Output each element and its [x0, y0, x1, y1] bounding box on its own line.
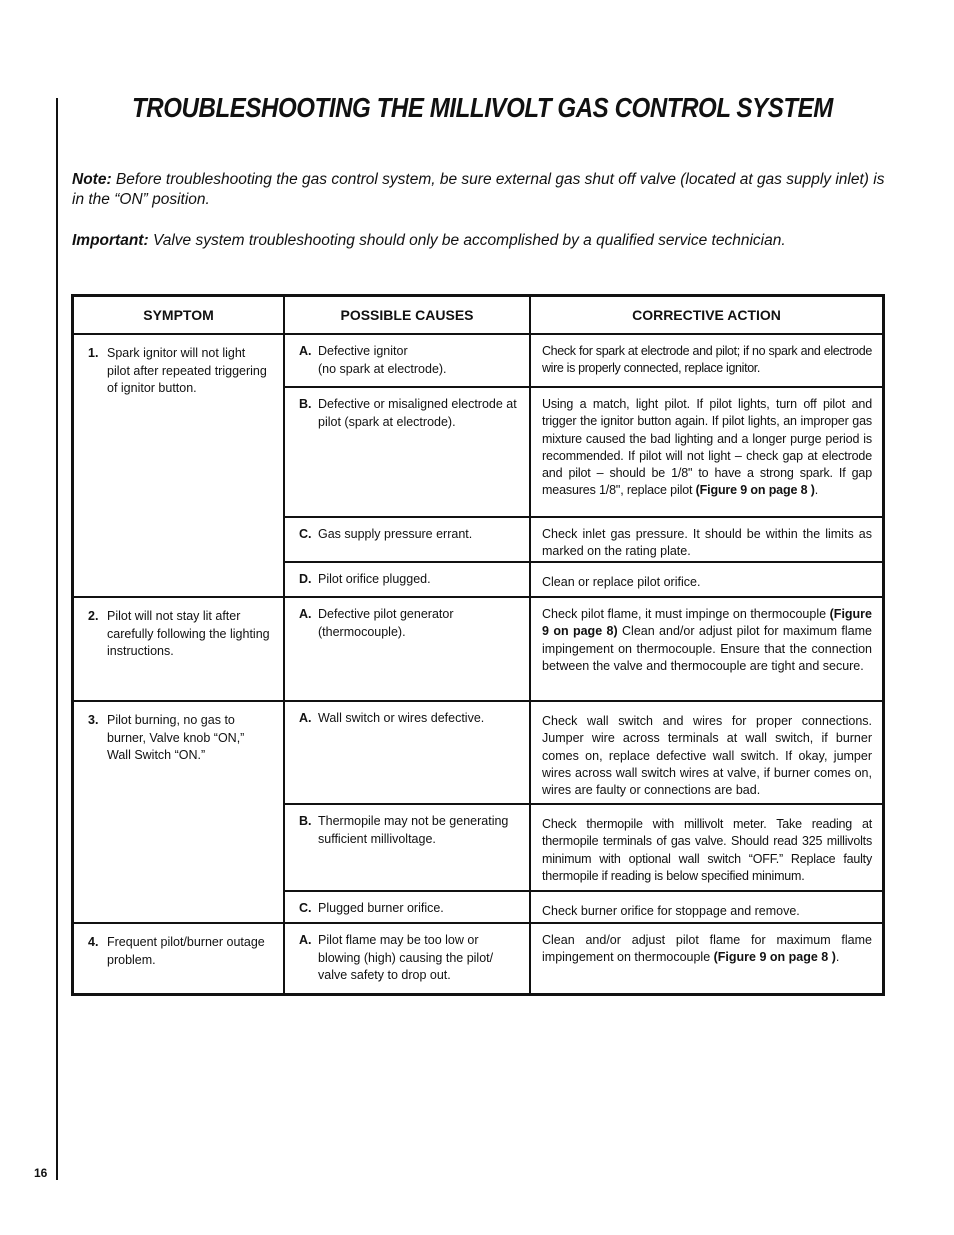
- important-label: Important:: [72, 232, 149, 249]
- cause-cell: [283, 892, 529, 922]
- action-text: Clean or replace pilot orifice.: [542, 575, 701, 589]
- cause-text: Pilot orifice plugged.: [318, 572, 431, 586]
- action-text: Check thermopile with millivolt meter. Take reading at thermopile terminals of gas valve. Should read 325 millivolts minimum with optional wall switch “OFF.” Replace faulty thermopile if reading is below specified minimum.: [542, 817, 872, 883]
- symptom-text: Pilot will not stay lit after carefully following the lighting instructions.: [107, 609, 270, 658]
- symptom-cell: [74, 598, 283, 700]
- table-row: [74, 598, 882, 702]
- cause-row: [283, 924, 882, 993]
- header-possible-causes: POSSIBLE CAUSES: [283, 297, 529, 333]
- page-title: TROUBLESHOOTING THE MILLIVOLT GAS CONTROL SYSTEM: [132, 92, 833, 123]
- cause-text: Plugged burner orifice.: [318, 901, 444, 915]
- cause-row: [283, 598, 882, 700]
- action-cell: [529, 518, 882, 561]
- important-paragraph: [72, 231, 887, 251]
- action-cell: [529, 892, 882, 922]
- important-text: Valve system troubleshooting should only be accomplished by a qualified service technician.: [148, 232, 786, 249]
- action-text: Clean and/or adjust pilot flame for maximum flame impingement on thermocouple: [542, 933, 872, 965]
- cause-text: Defective ignitor (no spark at electrode).: [318, 344, 447, 376]
- margin-rule: [56, 98, 58, 1180]
- cause-letter: D.: [299, 572, 312, 586]
- cause-row: [283, 335, 882, 388]
- cause-cell: [283, 563, 529, 596]
- action-text: Check pilot flame, it must impinge on thermocouple: [542, 607, 830, 621]
- table-row: [74, 335, 882, 598]
- action-text-tail: Clean and/or adjust pilot for maximum flame impingement on thermocouple. Ensure that the connection between the valve and thermocouple are tight and secure.: [542, 624, 872, 673]
- cause-cell: [283, 598, 529, 700]
- cause-text: Gas supply pressure errant.: [318, 527, 473, 541]
- notes-section: [72, 170, 887, 272]
- cause-row: [283, 388, 882, 518]
- cause-cell: [283, 805, 529, 890]
- action-text-tail: .: [835, 950, 840, 965]
- action-cell: [529, 388, 882, 516]
- cause-letter: B.: [299, 397, 312, 411]
- header-symptom: SYMPTOM: [143, 307, 214, 323]
- action-cell: [529, 598, 882, 700]
- figure-reference: (Figure 9 on page 8 ): [695, 483, 815, 498]
- symptom-number: 2.: [88, 609, 99, 623]
- cause-cell: [283, 702, 529, 803]
- cause-cell: [283, 518, 529, 561]
- action-cell: [529, 563, 882, 596]
- action-text-tail: .: [814, 483, 819, 498]
- cause-letter: C.: [299, 901, 312, 915]
- action-text: Check for spark at electrode and pilot; if no spark and electrode wire is properly connected, replace ignitor.: [542, 344, 872, 376]
- table-header: [74, 297, 882, 335]
- action-cell: [529, 702, 882, 803]
- cause-row: [283, 518, 882, 563]
- cause-cell: [283, 388, 529, 516]
- cause-letter: B.: [299, 814, 312, 828]
- cause-letter: A.: [299, 711, 312, 725]
- symptom-text: Spark ignitor will not light pilot after repeated triggering of ignitor button.: [107, 346, 267, 395]
- symptom-cell: [74, 335, 283, 596]
- table-row: [74, 924, 882, 993]
- action-text: Check wall switch and wires for proper connections. Jumper wire across terminals at wall switch, if burner comes on, replace defective wall switch. If okay, jumper wires across wall switch wires at valve, if burner comes on, wires are faulty or connections are bad.: [542, 714, 872, 798]
- cause-row: [283, 702, 882, 805]
- figure-reference: (Figure 9 on page 8): [542, 607, 872, 639]
- cause-row: [283, 563, 882, 596]
- troubleshooting-table: [71, 294, 885, 996]
- symptom-number: 1.: [88, 346, 99, 360]
- symptom-text: Pilot burning, no gas to burner, Valve knob “ON,” Wall Switch “ON.”: [107, 713, 245, 762]
- cause-text: Defective pilot generator (thermocouple).: [318, 607, 454, 639]
- symptom-text: Frequent pilot/burner outage problem.: [107, 935, 265, 967]
- symptom-number: 3.: [88, 713, 99, 727]
- table-row: [74, 702, 882, 924]
- cause-text: Wall switch or wires defective.: [318, 711, 485, 725]
- action-text: Check burner orifice for stoppage and remove.: [542, 904, 800, 918]
- cause-row: [283, 892, 882, 922]
- cause-cell: [283, 335, 529, 386]
- cause-text: Defective or misaligned electrode at pilot (spark at electrode).: [318, 397, 517, 429]
- action-text: Check inlet gas pressure. It should be within the limits as marked on the rating plate.: [542, 527, 872, 559]
- cause-letter: A.: [299, 344, 312, 358]
- header-corrective-action: CORRECTIVE ACTION: [529, 297, 882, 333]
- cause-text: Thermopile may not be generating sufficient millivoltage.: [318, 814, 509, 846]
- page-number: 16: [34, 1166, 48, 1180]
- cause-text: Pilot flame may be too low or blowing (high) causing the pilot/ valve safety to drop out.: [318, 933, 494, 982]
- action-cell: [529, 335, 882, 386]
- action-cell: [529, 805, 882, 890]
- symptom-cell: [74, 702, 283, 922]
- note-label: Note:: [72, 171, 112, 188]
- cause-row: [283, 805, 882, 892]
- cause-letter: A.: [299, 933, 312, 947]
- action-text: Using a match, light pilot. If pilot lights, turn off pilot and trigger the ignitor button again. If pilot lights, an improper gas mixture caused the bad lighting and a longer purge period is recommended. If pilot will not light – check gap at electrode and pilot – should be 1/8" to have a strong spark. If gap measures 1/8", replace pilot: [542, 397, 872, 498]
- cause-cell: [283, 924, 529, 993]
- figure-reference: (Figure 9 on page 8 ): [713, 950, 836, 965]
- cause-letter: A.: [299, 607, 312, 621]
- cause-letter: C.: [299, 527, 312, 541]
- symptom-number: 4.: [88, 935, 99, 949]
- action-cell: [529, 924, 882, 993]
- note-text: Before troubleshooting the gas control system, be sure external gas shut off valve (located at gas supply inlet) is in the “ON” position.: [72, 171, 885, 208]
- note-paragraph: [72, 170, 887, 210]
- symptom-cell: [74, 924, 283, 993]
